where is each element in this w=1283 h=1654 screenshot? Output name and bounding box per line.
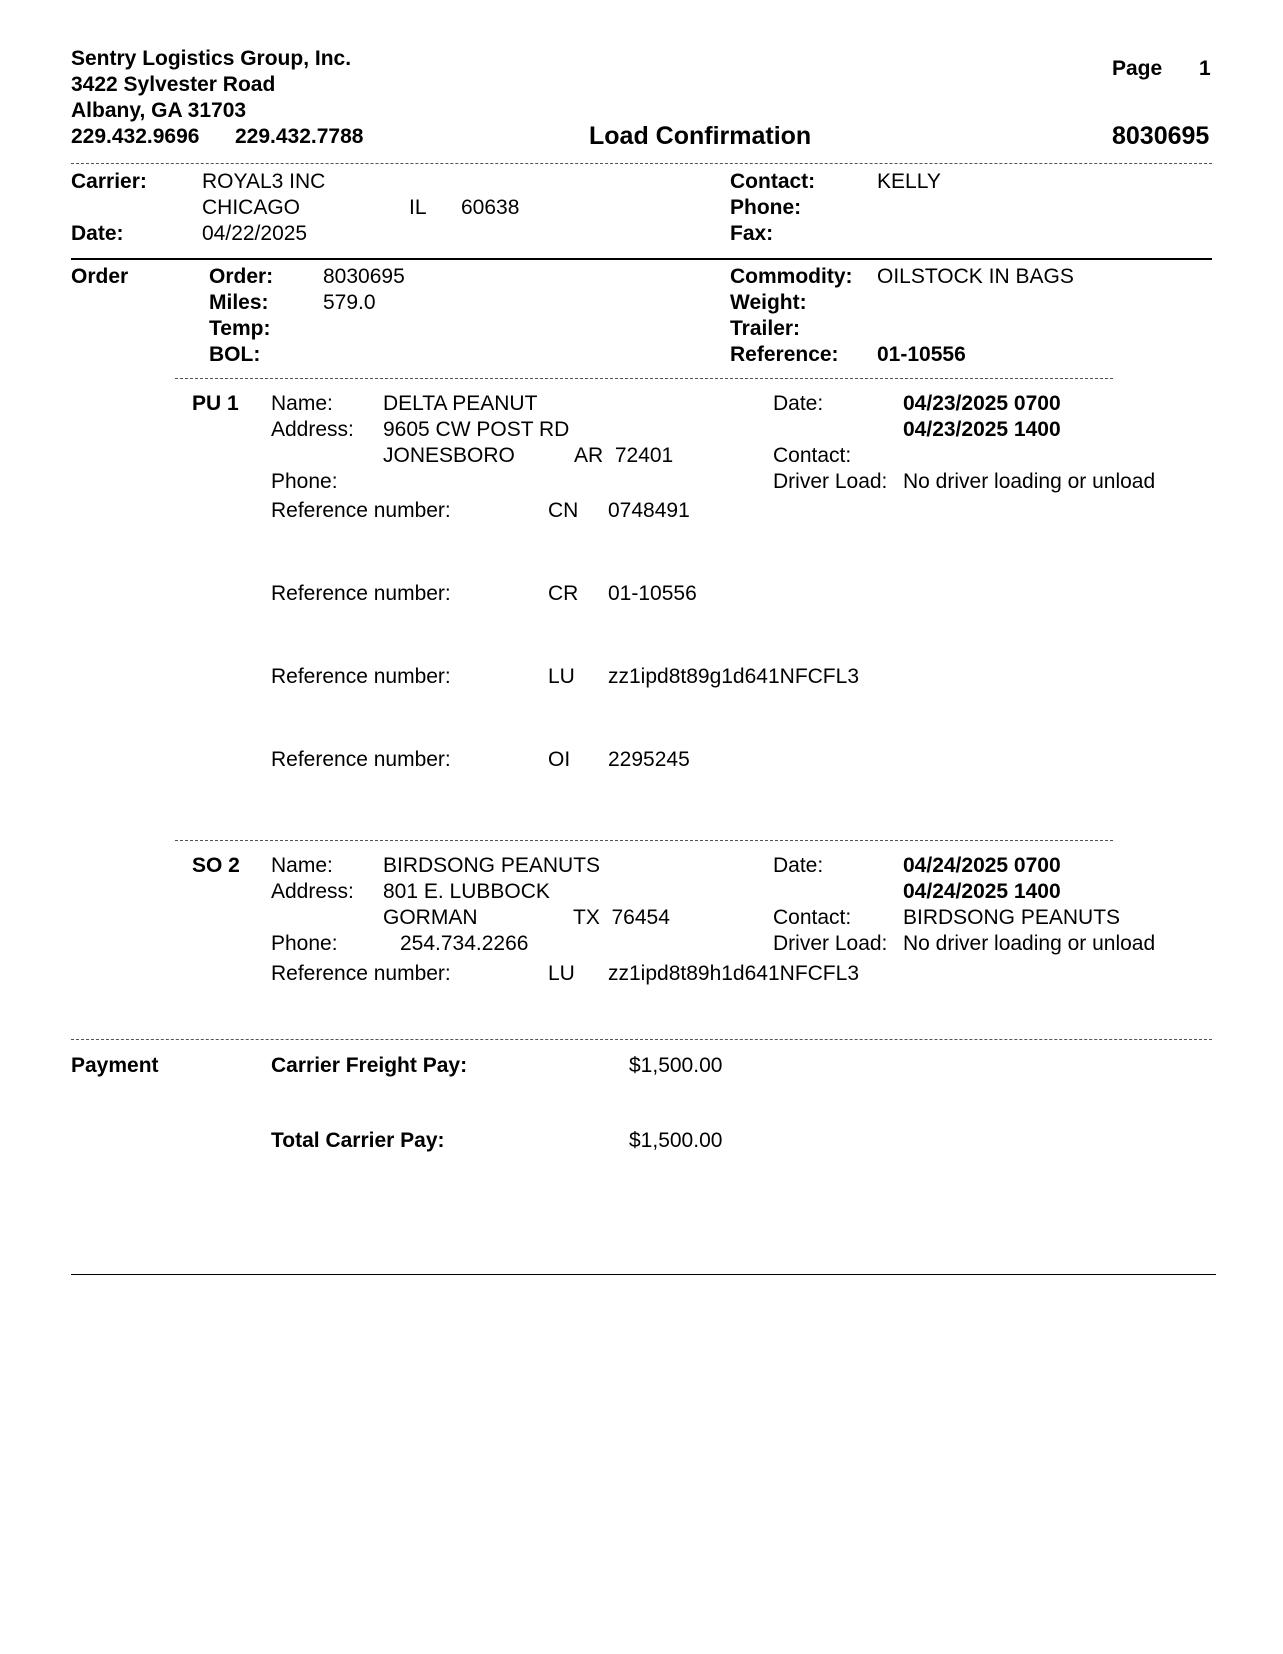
so2-date-2: 04/24/2025 1400 bbox=[903, 880, 1061, 903]
pu1-contact-label: Contact: bbox=[773, 444, 852, 467]
pu1-ref-value: 2295245 bbox=[608, 748, 690, 771]
carrier-city: CHICAGO bbox=[202, 196, 301, 219]
order-reference: 01-10556 bbox=[877, 343, 966, 366]
phone-label: Phone: bbox=[730, 196, 802, 219]
so2-driver-load: No driver loading or unload bbox=[903, 932, 1156, 955]
contact-label: Contact: bbox=[730, 170, 816, 193]
so2-address-label: Address: bbox=[271, 880, 354, 903]
so2-ref-value: zz1ipd8t89h1d641NFCFL3 bbox=[608, 962, 859, 985]
so2-ref-label: Reference number: bbox=[271, 962, 451, 985]
pu1-name: DELTA PEANUT bbox=[383, 392, 538, 415]
carrier-divider bbox=[71, 258, 1212, 260]
pu1-ref-value: 0748491 bbox=[608, 499, 690, 522]
reference-label: Reference: bbox=[730, 343, 839, 366]
stop-divider bbox=[175, 840, 1113, 841]
payment-section-label: Payment bbox=[71, 1054, 159, 1077]
temp-label: Temp: bbox=[209, 317, 271, 340]
document-number: 8030695 bbox=[1112, 122, 1210, 150]
commodity-label: Commodity: bbox=[730, 265, 853, 288]
pu1-date-1: 04/23/2025 0700 bbox=[903, 392, 1061, 415]
pu1-ref-code: LU bbox=[548, 665, 575, 688]
order-commodity: OILSTOCK IN BAGS bbox=[877, 265, 1074, 288]
pu1-driver-load: No driver loading or unload bbox=[903, 470, 1156, 493]
carrier-name: ROYAL3 INC bbox=[202, 170, 326, 193]
pu1-ref-label: Reference number: bbox=[271, 748, 451, 771]
so2-name-label: Name: bbox=[271, 854, 333, 877]
pu1-state-zip: AR 72401 bbox=[574, 444, 674, 467]
carrier-label: Carrier: bbox=[71, 170, 147, 193]
freight-pay-amount: $1,500.00 bbox=[629, 1054, 723, 1077]
pu1-ref-code: CN bbox=[548, 499, 579, 522]
order-label: Order: bbox=[209, 265, 274, 288]
carrier-state: IL bbox=[409, 196, 427, 219]
pu1-ref-label: Reference number: bbox=[271, 582, 451, 605]
pu1-ref-code: CR bbox=[548, 582, 579, 605]
pu1-ref-code: OI bbox=[548, 748, 571, 771]
date-label: Date: bbox=[71, 222, 124, 245]
total-pay-label: Total Carrier Pay: bbox=[271, 1129, 445, 1152]
so2-state-zip: TX 76454 bbox=[573, 906, 670, 929]
trailer-label: Trailer: bbox=[730, 317, 801, 340]
so2-name: BIRDSONG PEANUTS bbox=[383, 854, 601, 877]
pu1-name-label: Name: bbox=[271, 392, 333, 415]
pu1-stop-label: PU 1 bbox=[192, 392, 239, 415]
so2-phone: 254.734.2266 bbox=[400, 932, 529, 955]
payment-divider bbox=[71, 1039, 1212, 1040]
carrier-date: 04/22/2025 bbox=[202, 222, 308, 245]
order-number: 8030695 bbox=[323, 265, 405, 288]
pu1-address-label: Address: bbox=[271, 418, 354, 441]
header-divider bbox=[71, 163, 1212, 164]
carrier-contact: KELLY bbox=[877, 170, 941, 193]
fax-label: Fax: bbox=[730, 222, 774, 245]
so2-driver-load-label: Driver Load: bbox=[773, 932, 888, 955]
pu1-ref-label: Reference number: bbox=[271, 499, 451, 522]
order-miles: 579.0 bbox=[323, 291, 376, 314]
pu1-date-label: Date: bbox=[773, 392, 824, 415]
so2-city: GORMAN bbox=[383, 906, 478, 929]
page-label: Page bbox=[1112, 57, 1163, 80]
carrier-zip: 60638 bbox=[461, 196, 520, 219]
page-number: 1 bbox=[1199, 57, 1211, 80]
company-city: Albany, GA 31703 bbox=[71, 99, 247, 122]
company-street: 3422 Sylvester Road bbox=[71, 73, 276, 96]
pu1-driver-load-label: Driver Load: bbox=[773, 470, 888, 493]
weight-label: Weight: bbox=[730, 291, 807, 314]
so2-address: 801 E. LUBBOCK bbox=[383, 880, 550, 903]
order-section-label: Order bbox=[71, 265, 129, 288]
pu1-ref-label: Reference number: bbox=[271, 665, 451, 688]
pu1-date-2: 04/23/2025 1400 bbox=[903, 418, 1061, 441]
pu1-address: 9605 CW POST RD bbox=[383, 418, 570, 441]
company-phone-2: 229.432.7788 bbox=[235, 125, 364, 148]
document-title: Load Confirmation bbox=[589, 122, 812, 150]
miles-label: Miles: bbox=[209, 291, 269, 314]
so2-phone-label: Phone: bbox=[271, 932, 338, 955]
so2-date-label: Date: bbox=[773, 854, 824, 877]
order-divider bbox=[175, 378, 1113, 379]
footer-rule bbox=[71, 1274, 1216, 1275]
bol-label: BOL: bbox=[209, 343, 261, 366]
so2-stop-label: SO 2 bbox=[192, 854, 240, 877]
so2-contact-label: Contact: bbox=[773, 906, 852, 929]
pu1-phone-label: Phone: bbox=[271, 470, 338, 493]
so2-ref-code: LU bbox=[548, 962, 575, 985]
pu1-city: JONESBORO bbox=[383, 444, 515, 467]
company-name: Sentry Logistics Group, Inc. bbox=[71, 47, 352, 70]
freight-pay-label: Carrier Freight Pay: bbox=[271, 1054, 468, 1077]
company-phone-1: 229.432.9696 bbox=[71, 125, 200, 148]
total-pay-amount: $1,500.00 bbox=[629, 1129, 723, 1152]
so2-contact: BIRDSONG PEANUTS bbox=[903, 906, 1121, 929]
pu1-ref-value: 01-10556 bbox=[608, 582, 697, 605]
so2-date-1: 04/24/2025 0700 bbox=[903, 854, 1061, 877]
pu1-ref-value: zz1ipd8t89g1d641NFCFL3 bbox=[608, 665, 859, 688]
